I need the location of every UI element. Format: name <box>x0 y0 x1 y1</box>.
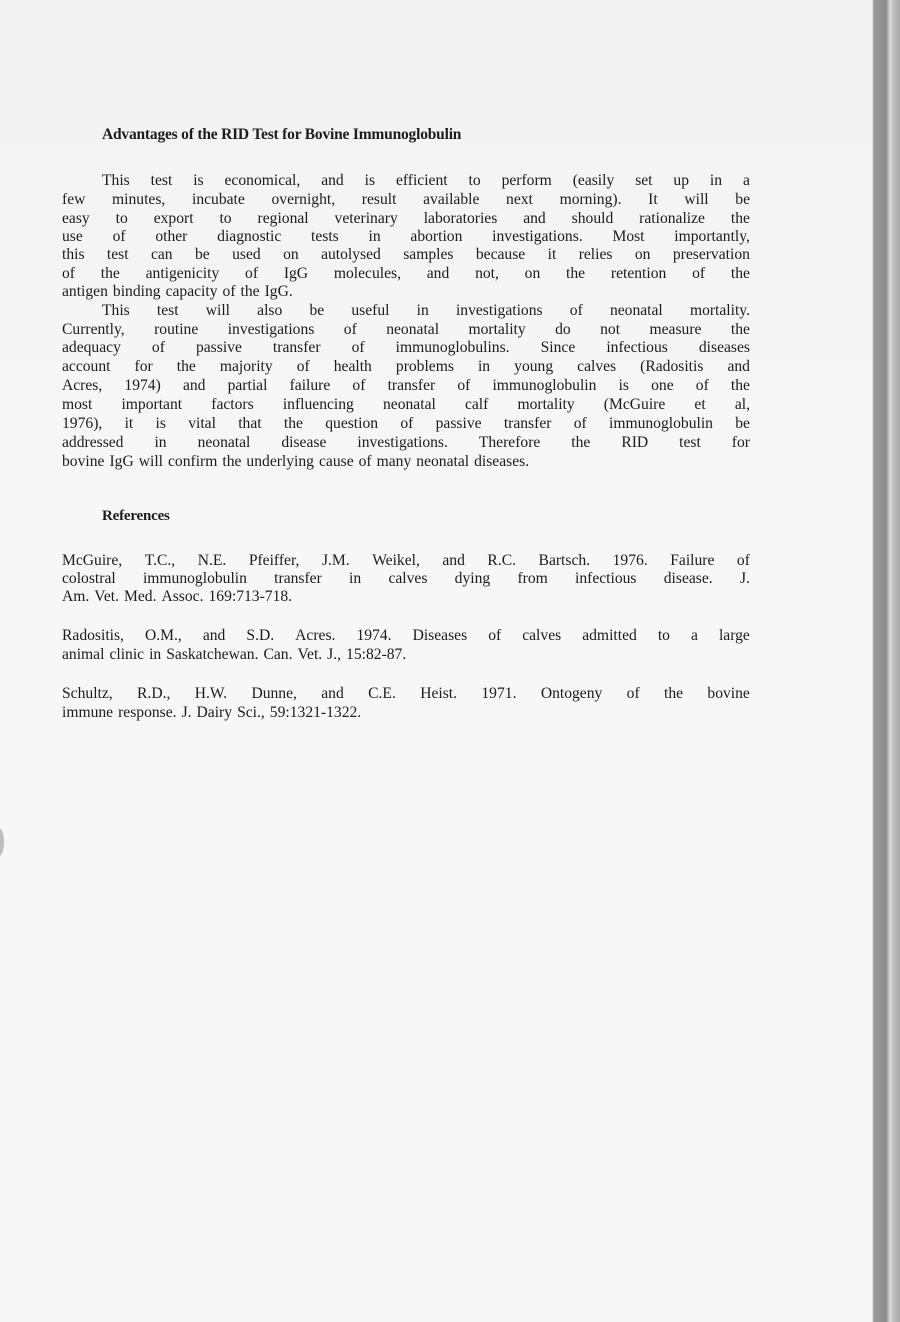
word: and <box>523 210 546 227</box>
word: calf <box>464 396 489 413</box>
word: dying <box>454 570 491 587</box>
word: preservation <box>672 246 750 263</box>
word: adequacy <box>62 339 121 356</box>
word: This <box>102 172 130 189</box>
word: 1974) <box>124 377 161 394</box>
word: in <box>477 358 491 375</box>
word: of <box>245 265 259 282</box>
word: in <box>368 228 381 245</box>
text-line <box>62 282 750 301</box>
word: because <box>475 246 526 263</box>
word: infectious <box>575 570 637 587</box>
references-heading: References <box>102 508 170 524</box>
word: minutes, <box>112 191 166 208</box>
word: (easily <box>572 172 615 189</box>
word: and <box>202 627 226 644</box>
word: majority <box>219 358 273 375</box>
word: bovine <box>62 453 105 470</box>
word: importantly, <box>674 228 750 245</box>
word: of <box>692 265 706 282</box>
text-line <box>62 376 750 395</box>
word: S.D. <box>246 627 275 644</box>
word: vital <box>188 415 216 432</box>
word: J. <box>181 704 192 721</box>
word: for <box>134 358 153 375</box>
word: problems <box>395 358 454 375</box>
word: samples <box>403 246 454 263</box>
word: it <box>547 246 557 263</box>
word: failure <box>289 377 331 394</box>
word: colostral <box>62 570 116 587</box>
word: mortality. <box>689 302 750 319</box>
word: This <box>102 302 130 319</box>
word: of <box>573 415 587 432</box>
word: will <box>684 191 709 208</box>
word: C.E. <box>368 685 396 702</box>
word: the <box>566 265 586 282</box>
word: passive <box>435 415 482 432</box>
text-line <box>62 551 750 570</box>
word: be <box>195 246 210 263</box>
word: animal <box>62 646 105 663</box>
word: partial <box>227 377 268 394</box>
word: infectious <box>606 339 668 356</box>
word: test <box>106 246 129 263</box>
word: young <box>514 358 554 375</box>
text-line <box>62 433 750 452</box>
word: immunoglobulin <box>609 415 713 432</box>
word: immunoglobulins. <box>395 339 510 356</box>
word: 169:713-718. <box>208 588 293 605</box>
word: immune <box>62 704 114 721</box>
text-line <box>62 320 750 339</box>
word: O.M., <box>144 627 182 644</box>
word: IgG <box>283 265 309 282</box>
section-heading: Advantages of the RID Test for Bovine Immunoglobulin <box>102 126 462 143</box>
word: N.E. <box>197 552 227 569</box>
word: immunoglobulin <box>142 570 247 587</box>
word: this <box>62 246 85 263</box>
word: of <box>343 321 357 338</box>
word: routine <box>154 321 199 338</box>
word: neonatal <box>383 396 436 413</box>
word: R.C. <box>487 552 517 569</box>
word: of <box>736 552 750 569</box>
word: R.D., <box>137 685 171 702</box>
word: the <box>100 265 120 282</box>
word: health <box>333 358 372 375</box>
word: on <box>634 246 651 263</box>
word: 15:82-87. <box>346 646 407 663</box>
word: efficient <box>395 172 448 189</box>
word: the <box>222 453 242 470</box>
word: be <box>735 415 750 432</box>
word: Acres. <box>295 627 336 644</box>
word: it <box>124 415 134 432</box>
word: and <box>321 685 344 702</box>
text-line <box>62 227 750 246</box>
word: in <box>349 570 362 587</box>
word: It <box>648 191 658 208</box>
word: should <box>571 210 614 227</box>
word: McGuire, <box>62 552 123 569</box>
word: Acres, <box>62 377 103 394</box>
word: investigations. <box>357 434 448 451</box>
word: transfer <box>387 377 436 394</box>
word: overnight, <box>271 191 336 208</box>
word: result <box>361 191 397 208</box>
word: the <box>664 685 684 702</box>
word: on <box>524 265 541 282</box>
word: for <box>731 434 750 451</box>
word: test <box>156 302 179 319</box>
word: easy <box>62 210 90 227</box>
word: investigations. <box>492 228 583 245</box>
word: confirm <box>167 453 218 470</box>
word: and <box>182 377 206 394</box>
word: capacity <box>165 283 218 300</box>
word: of <box>695 377 709 394</box>
word: diagnostic <box>217 228 282 245</box>
word: 1976. <box>612 552 648 569</box>
word: addressed <box>62 434 124 451</box>
text-line <box>102 301 750 320</box>
word: investigations <box>227 321 315 338</box>
word: IgG <box>109 453 134 470</box>
word: abortion <box>410 228 463 245</box>
word: the <box>283 415 303 432</box>
word: transfer <box>274 570 322 587</box>
word: Weikel, <box>372 552 420 569</box>
word: Can. <box>263 646 293 663</box>
word: the <box>176 358 196 375</box>
word: immunoglobulin <box>492 377 597 394</box>
word: other <box>155 228 188 245</box>
word: (Radositis <box>640 358 704 375</box>
word: also <box>257 302 283 319</box>
word: IgG. <box>264 283 293 300</box>
word: of <box>457 377 471 394</box>
word: neonatal <box>609 302 663 319</box>
word: of <box>222 283 236 300</box>
word: 1976), <box>62 415 103 432</box>
word: the <box>730 210 750 227</box>
word: 1971. <box>481 685 517 702</box>
word: of <box>62 265 75 282</box>
word: is <box>364 172 376 189</box>
word: clinic <box>109 646 145 663</box>
text-line <box>62 357 750 376</box>
word: account <box>62 358 111 375</box>
text-line <box>62 645 750 664</box>
word: al, <box>734 396 750 413</box>
word: Dairy <box>196 704 233 721</box>
text-line <box>62 190 750 209</box>
word: neonatal <box>386 321 440 338</box>
word: use <box>62 228 83 245</box>
word: used <box>232 246 261 263</box>
word: Sci., <box>237 704 265 721</box>
word: J., <box>327 646 342 663</box>
word: mortality <box>468 321 526 338</box>
word: the <box>571 434 591 451</box>
word: and <box>426 265 450 282</box>
word: large <box>718 627 750 644</box>
word: one <box>651 377 674 394</box>
word: not <box>600 321 621 338</box>
word: morning). <box>559 191 622 208</box>
word: the <box>240 283 260 300</box>
text-line <box>62 703 750 722</box>
word: from <box>517 570 548 587</box>
word: a <box>742 172 750 189</box>
word: transfer <box>503 415 552 432</box>
word: Schultz, <box>62 685 113 702</box>
word: available <box>423 191 480 208</box>
word: Vet. <box>94 588 119 605</box>
text-line <box>62 569 750 588</box>
word: the <box>730 377 750 394</box>
word: Pfeiffer, <box>248 552 300 569</box>
word: of <box>296 358 310 375</box>
word: few <box>62 191 86 208</box>
word: Ontogeny <box>540 685 603 702</box>
word: response. <box>118 704 177 721</box>
word: in <box>154 434 167 451</box>
word: perform <box>501 172 552 189</box>
word: calves <box>522 627 562 644</box>
word: Saskatchewan. <box>166 646 259 663</box>
word: Since <box>540 339 576 356</box>
word: incubate <box>191 191 245 208</box>
word: and <box>442 552 465 569</box>
word: calves <box>577 358 617 375</box>
word: calves <box>388 570 428 587</box>
word: useful <box>351 302 390 319</box>
word: on <box>283 246 299 263</box>
text-line <box>62 452 750 471</box>
word: neonatal <box>416 453 470 470</box>
word: mortality <box>517 396 575 413</box>
word: T.C., <box>144 552 176 569</box>
word: Currently, <box>62 321 125 338</box>
word: to <box>468 172 481 189</box>
text-line <box>62 684 750 703</box>
word: to <box>115 210 128 227</box>
word: cause <box>318 453 354 470</box>
word: important <box>121 396 183 413</box>
text-line <box>62 209 750 228</box>
word: binding <box>112 283 161 300</box>
word: of <box>151 339 165 356</box>
text-line <box>62 245 750 264</box>
word: test <box>679 434 701 451</box>
word: admitted <box>582 627 637 644</box>
word: disease <box>281 434 327 451</box>
word: J. <box>739 570 750 587</box>
word: to <box>219 210 232 227</box>
word: underlying <box>246 453 314 470</box>
word: that <box>238 415 262 432</box>
word: investigations <box>455 302 543 319</box>
word: Med. <box>123 588 157 605</box>
word: (McGuire <box>603 396 666 413</box>
word: factors <box>211 396 254 413</box>
word: be <box>309 302 325 319</box>
word: tests <box>311 228 339 245</box>
word: a <box>691 627 698 644</box>
word: set <box>635 172 653 189</box>
word: et <box>694 396 706 413</box>
word: and <box>321 172 344 189</box>
word: molecules, <box>333 265 401 282</box>
word: the <box>730 265 750 282</box>
word: retention <box>610 265 667 282</box>
word: will <box>205 302 230 319</box>
word: be <box>735 191 750 208</box>
word: neonatal <box>197 434 251 451</box>
text-line <box>62 338 750 357</box>
word: rationalize <box>639 210 705 227</box>
word: can <box>150 246 173 263</box>
word: next <box>506 191 533 208</box>
text-line <box>102 171 750 190</box>
word: Bartsch. <box>538 552 591 569</box>
word: regional <box>257 210 309 227</box>
word: Dunne, <box>251 685 297 702</box>
word: Am. <box>62 588 90 605</box>
word: do <box>555 321 571 338</box>
word: Heist. <box>420 685 458 702</box>
word: of <box>352 377 366 394</box>
text-line <box>62 395 750 414</box>
word: RID <box>621 434 649 451</box>
word: transfer <box>272 339 321 356</box>
word: Therefore <box>478 434 541 451</box>
word: in <box>416 302 429 319</box>
word: is <box>155 415 166 432</box>
word: the <box>730 321 750 338</box>
word: of <box>488 627 502 644</box>
word: to <box>657 627 670 644</box>
word: laboratories <box>423 210 498 227</box>
word: Vet. <box>297 646 323 663</box>
word: relies <box>578 246 613 263</box>
text-line <box>62 587 750 606</box>
word: of <box>626 685 640 702</box>
word: many <box>376 453 412 470</box>
word: is <box>193 172 204 189</box>
word: in <box>709 172 723 189</box>
word: of <box>358 453 372 470</box>
scan-artifact-mark <box>0 828 4 856</box>
word: diseases <box>698 339 750 356</box>
word: in <box>149 646 162 663</box>
word: not, <box>475 265 499 282</box>
word: diseases. <box>474 453 530 470</box>
word: of <box>351 339 365 356</box>
word: antigen <box>62 283 108 300</box>
word: Assoc. <box>161 588 204 605</box>
word: Most <box>612 228 645 245</box>
word: export <box>153 210 194 227</box>
word: of <box>400 415 414 432</box>
word: veterinary <box>334 210 398 227</box>
page-edge-shadow <box>872 0 900 1322</box>
word: 1974. <box>356 627 392 644</box>
word: question <box>325 415 379 432</box>
word: of <box>112 228 126 245</box>
text-line <box>62 414 750 433</box>
word: 59:1321-1322. <box>269 704 362 721</box>
word: passive <box>195 339 242 356</box>
word: will <box>138 453 163 470</box>
word: of <box>569 302 583 319</box>
word: and <box>727 358 750 375</box>
word: Radositis, <box>62 627 124 644</box>
word: disease. <box>663 570 713 587</box>
word: H.W. <box>194 685 228 702</box>
word: Failure <box>670 552 715 569</box>
word: is <box>618 377 629 394</box>
word: autolysed <box>321 246 381 263</box>
word: influencing <box>282 396 354 413</box>
word: bovine <box>707 685 750 702</box>
text-line <box>62 626 750 645</box>
word: antigenicity <box>145 265 220 282</box>
word: test <box>150 172 173 189</box>
word: most <box>62 396 93 413</box>
word: economical, <box>224 172 301 189</box>
word: measure <box>649 321 702 338</box>
text-line <box>62 264 750 283</box>
word: J.M. <box>321 552 350 569</box>
word: up <box>673 172 690 189</box>
word: Diseases <box>412 627 468 644</box>
